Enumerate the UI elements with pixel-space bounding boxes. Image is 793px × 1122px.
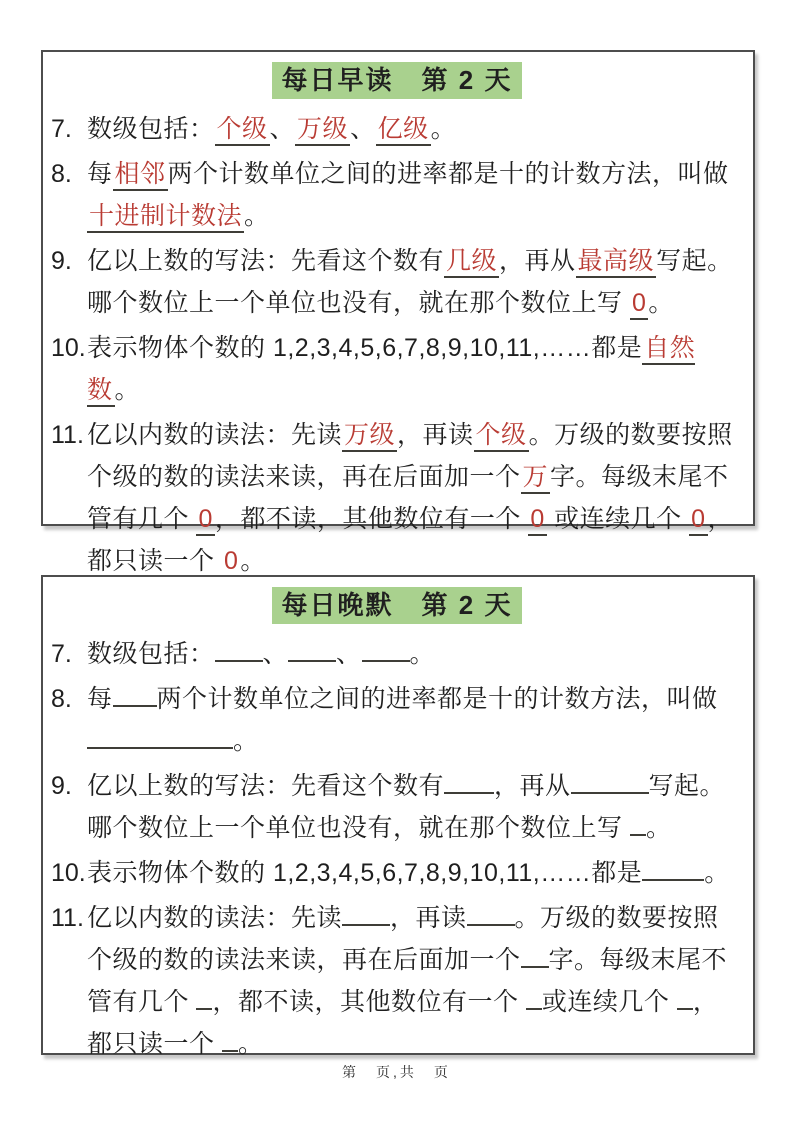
worksheet-item — [51, 633, 743, 675]
blank-line — [630, 834, 646, 836]
text-segment: 字。每级末尾不管有几个 — [87, 946, 728, 1016]
text-segment: 亿以内数的读法：先读 — [87, 421, 343, 449]
text-segment: 。 — [114, 376, 141, 404]
evening-section-title — [51, 587, 743, 623]
blank-line — [642, 879, 704, 881]
worksheet-item — [51, 327, 743, 411]
text-segment: 写起。哪个数位上一个单位也没有，就在那个数位上写 — [87, 772, 726, 842]
worksheet-item — [51, 897, 743, 1065]
answer-text: 个级 — [474, 421, 529, 452]
answer-text: 万 — [521, 463, 551, 494]
text-segment: 。万级的数要按照个级的数的读法来读，再在后面加一个 — [87, 421, 733, 491]
item-number: 11. — [51, 421, 84, 449]
text-segment: 表示物体个数的 1,2,3,4,5,6,7,8,9,10,11,……都是 — [87, 859, 643, 887]
text-segment: ，都只读一个 — [87, 505, 734, 575]
blank-line — [222, 1050, 238, 1052]
morning-reading-section — [41, 50, 755, 575]
worksheet-item — [51, 153, 743, 237]
text-segment: 、 — [262, 640, 289, 668]
text-segment: 。 — [409, 640, 436, 668]
answer-text: 万级 — [342, 421, 397, 452]
text-segment: 或连续几个 — [541, 988, 677, 1016]
worksheet-item — [51, 852, 743, 894]
item-number: 8. — [51, 160, 72, 188]
text-segment: 、 — [269, 115, 296, 143]
item-number: 10. — [51, 859, 86, 887]
worksheet-item — [51, 240, 743, 324]
worksheet-item — [51, 414, 743, 582]
answer-text: 0 — [630, 289, 648, 320]
text-segment: ，都不读，其他数位有一个 — [214, 505, 529, 533]
text-segment: 。 — [704, 859, 730, 887]
evening-dictation-section — [41, 575, 755, 1058]
text-segment: 。 — [237, 1030, 264, 1058]
page-footer: 第 页,共 页 — [342, 1064, 451, 1080]
item-number: 7. — [51, 115, 72, 143]
worksheet-item — [51, 678, 743, 762]
item-number: 8. — [51, 685, 72, 713]
blank-line — [87, 747, 167, 749]
text-segment: 每 — [87, 685, 113, 713]
text-segment: 。 — [645, 814, 672, 842]
text-segment: 。 — [648, 289, 674, 317]
item-number: 11. — [51, 904, 84, 932]
answer-text: 0 — [196, 505, 214, 536]
blank-line — [362, 660, 410, 662]
text-segment: 表示物体个数的 1,2,3,4,5,6,7,8,9,10,11,……都是 — [87, 334, 643, 362]
item-number: 7. — [51, 640, 72, 668]
worksheet-item — [51, 108, 743, 150]
blank-line — [526, 1008, 542, 1010]
worksheet-item — [51, 765, 743, 849]
evening-title-highlight: 每日晚默 第 2 天 — [272, 587, 523, 624]
text-segment: 数级包括： — [87, 115, 215, 143]
answer-text: 亿级 — [376, 115, 431, 146]
answer-text: 个级 — [215, 115, 270, 146]
text-segment: 。 — [430, 115, 457, 143]
text-segment: ，再读 — [390, 904, 467, 932]
text-segment: ，再从 — [494, 772, 571, 800]
evening-item-list — [51, 633, 743, 1065]
text-segment: 亿以上数的写法：先看这个数有 — [87, 772, 445, 800]
blank-line — [467, 924, 515, 926]
text-segment: ，都只读一个 — [87, 988, 719, 1058]
text-segment: ，再从 — [499, 247, 576, 275]
morning-title-highlight: 每日早读 第 2 天 — [272, 62, 523, 99]
text-segment: 数级包括： — [87, 640, 215, 668]
text-segment: 两个计数单位之间的进率都是十的计数方法，叫做 — [156, 685, 718, 713]
blank-line — [215, 660, 263, 662]
blank-line — [113, 705, 157, 707]
item-number: 9. — [51, 247, 72, 275]
text-segment: 两个计数单位之间的进率都是十的计数方法，叫做 — [167, 160, 729, 188]
text-segment: 写起。哪个数位上一个单位也没有，就在那个数位上写 — [87, 247, 733, 317]
text-segment: 每 — [87, 160, 113, 188]
blank-line — [571, 792, 649, 794]
answer-text: 0 — [528, 505, 546, 536]
answer-text: 相邻 — [113, 160, 168, 191]
blank-line — [196, 1008, 212, 1010]
text-segment: 、 — [350, 115, 376, 143]
answer-text: 自然数 — [87, 334, 695, 407]
answer-text: 几级 — [444, 247, 499, 278]
answer-text: 0 — [689, 505, 707, 536]
text-segment: 。万级的数要按照个级的数的读法来读，再在后面加一个 — [87, 904, 719, 974]
blank-line — [288, 660, 336, 662]
text-segment: 亿以上数的写法：先看这个数有 — [87, 247, 445, 275]
answer-text: 0 — [222, 547, 240, 578]
blank-line — [521, 966, 549, 968]
answer-text: 十进制计数法 — [87, 202, 244, 233]
blank-line — [342, 924, 390, 926]
text-segment: 、 — [336, 640, 362, 668]
answer-text: 万级 — [295, 115, 350, 146]
text-segment: ，都不读，其他数位有一个 — [212, 988, 526, 1016]
blank-line — [444, 792, 494, 794]
blank-line — [677, 1008, 693, 1010]
text-segment: 。 — [244, 202, 270, 230]
text-segment: 或连续几个 — [546, 505, 690, 533]
morning-item-list — [51, 108, 743, 582]
text-segment: ，再读 — [397, 421, 474, 449]
text-segment: 亿以内数的读法：先读 — [87, 904, 343, 932]
text-segment: 。 — [233, 727, 259, 755]
morning-section-title — [51, 62, 743, 98]
text-segment: 。 — [240, 547, 266, 575]
text-segment: 字。每级末尾不管有几个 — [87, 463, 729, 533]
item-number: 9. — [51, 772, 72, 800]
item-number: 10. — [51, 334, 86, 362]
blank-line — [167, 747, 233, 749]
answer-text: 最高级 — [576, 247, 657, 278]
